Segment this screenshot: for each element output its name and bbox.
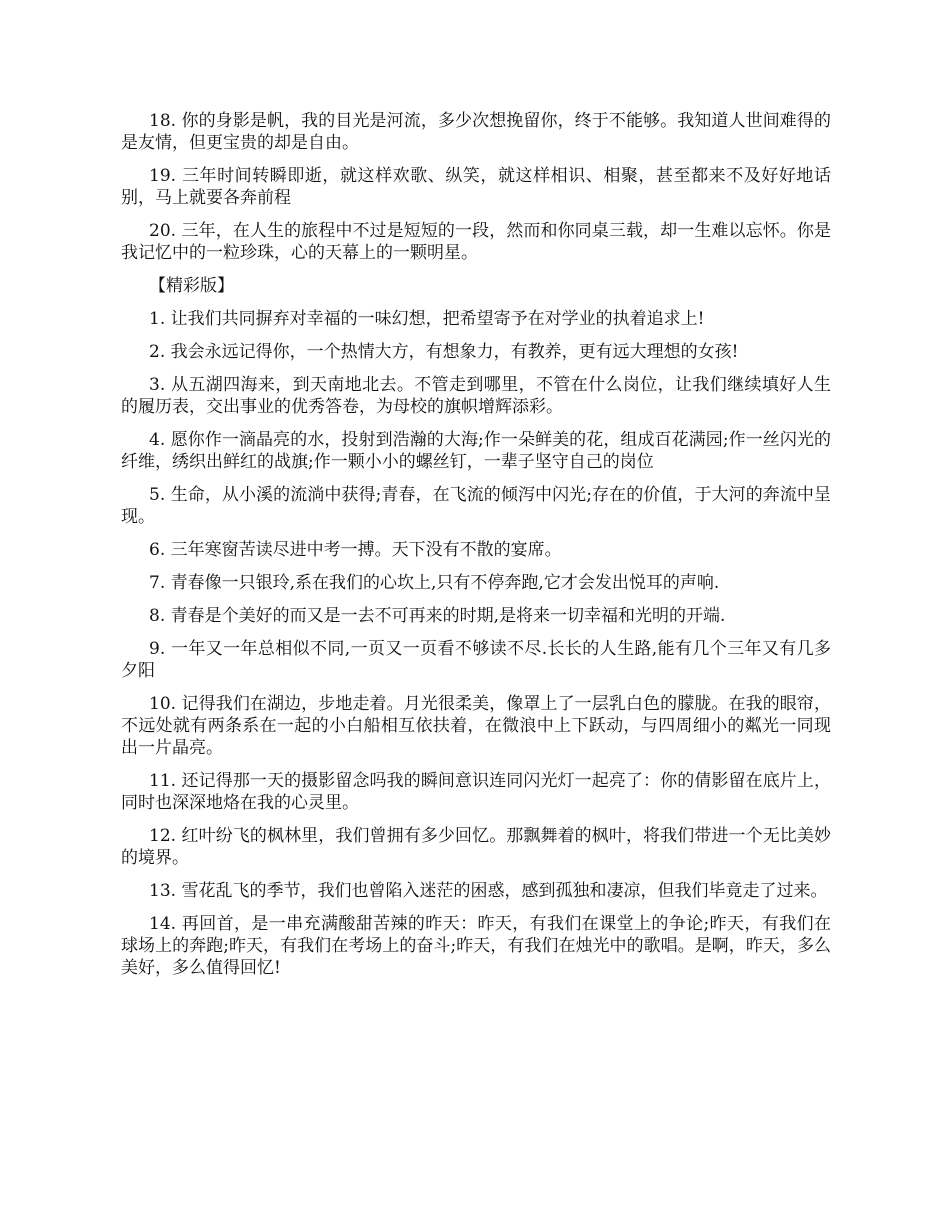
paragraph-4: 4. 愿你作一滴晶亮的水，投射到浩瀚的大海;作一朵鲜美的花，组成百花满园;作一丝闪光的纤维，绣织出鲜红的战旗;作一颗小小的螺丝钉，一辈子坚守自己的岗位 bbox=[121, 430, 831, 472]
paragraph-14: 14. 再回首，是一串充满酸甜苦辣的昨天：昨天，有我们在课堂上的争论;昨天，有我们在球场上的奔跑;昨天，有我们在考场上的奋斗;昨天，有我们在烛光中的歌唱。是啊，昨天，多么美好，多么值得回忆! bbox=[121, 914, 831, 978]
paragraph-7: 7. 青春像一只银玲,系在我们的心坎上,只有不停奔跑,它才会发出悦耳的声响. bbox=[149, 573, 720, 593]
paragraph-1: 1. 让我们共同摒弃对幸福的一味幻想，把希望寄予在对学业的执着追求上! bbox=[149, 309, 705, 329]
paragraph-9: 9. 一年又一年总相似不同,一页又一页看不够读不尽.长长的人生路,能有几个三年又有几多夕阳 bbox=[121, 639, 831, 681]
section-heading: 【精彩版】 bbox=[149, 276, 234, 296]
paragraph-2: 2. 我会永远记得你，一个热情大方，有想象力，有教养，更有远大理想的女孩! bbox=[149, 342, 739, 362]
document-page bbox=[121, 110, 831, 990]
paragraph-6: 6. 三年寒窗苦读尽进中考一搏。天下没有不散的宴席。 bbox=[149, 540, 562, 560]
paragraph-18: 18. 你的身影是帆，我的目光是河流，多少次想挽留你，终于不能够。我知道人世间难得的是友情，但更宝贵的却是自由。 bbox=[121, 111, 831, 153]
paragraph-19: 19. 三年时间转瞬即逝，就这样欢歌、纵笑，就这样相识、相聚，甚至都来不及好好地话别，马上就要各奔前程 bbox=[121, 166, 831, 208]
paragraph-8: 8. 青春是个美好的而又是一去不可再来的时期,是将来一切幸福和光明的开端. bbox=[149, 606, 726, 626]
paragraph-10: 10. 记得我们在湖边，步地走着。月光很柔美，像罩上了一层乳白色的朦胧。在我的眼帘，不远处就有两条系在一起的小白船相互依扶着，在微浪中上下跃动，与四周细小的粼光一同现出一片晶亮。 bbox=[121, 694, 831, 758]
paragraph-13: 13. 雪花乱飞的季节，我们也曾陷入迷茫的困惑，感到孤独和凄凉，但我们毕竟走了过来。 bbox=[149, 881, 828, 901]
paragraph-5: 5. 生命，从小溪的流淌中获得;青春，在飞流的倾泻中闪光;存在的价值，于大河的奔流中呈现。 bbox=[121, 485, 831, 527]
paragraph-3: 3. 从五湖四海来，到天南地北去。不管走到哪里，不管在什么岗位，让我们继续填好人生的履历表，交出事业的优秀答卷，为母校的旗帜增辉添彩。 bbox=[121, 375, 831, 417]
paragraph-12: 12. 红叶纷飞的枫林里，我们曾拥有多少回忆。那飘舞着的枫叶，将我们带进一个无比美妙的境界。 bbox=[121, 826, 831, 868]
paragraph-11: 11. 还记得那一天的摄影留念吗我的瞬间意识连同闪光灯一起亮了：你的倩影留在底片上，同时也深深地烙在我的心灵里。 bbox=[121, 771, 831, 813]
paragraph-20: 20. 三年，在人生的旅程中不过是短短的一段，然而和你同桌三载，却一生难以忘怀。你是我记忆中的一粒珍珠，心的天幕上的一颗明星。 bbox=[121, 221, 831, 263]
